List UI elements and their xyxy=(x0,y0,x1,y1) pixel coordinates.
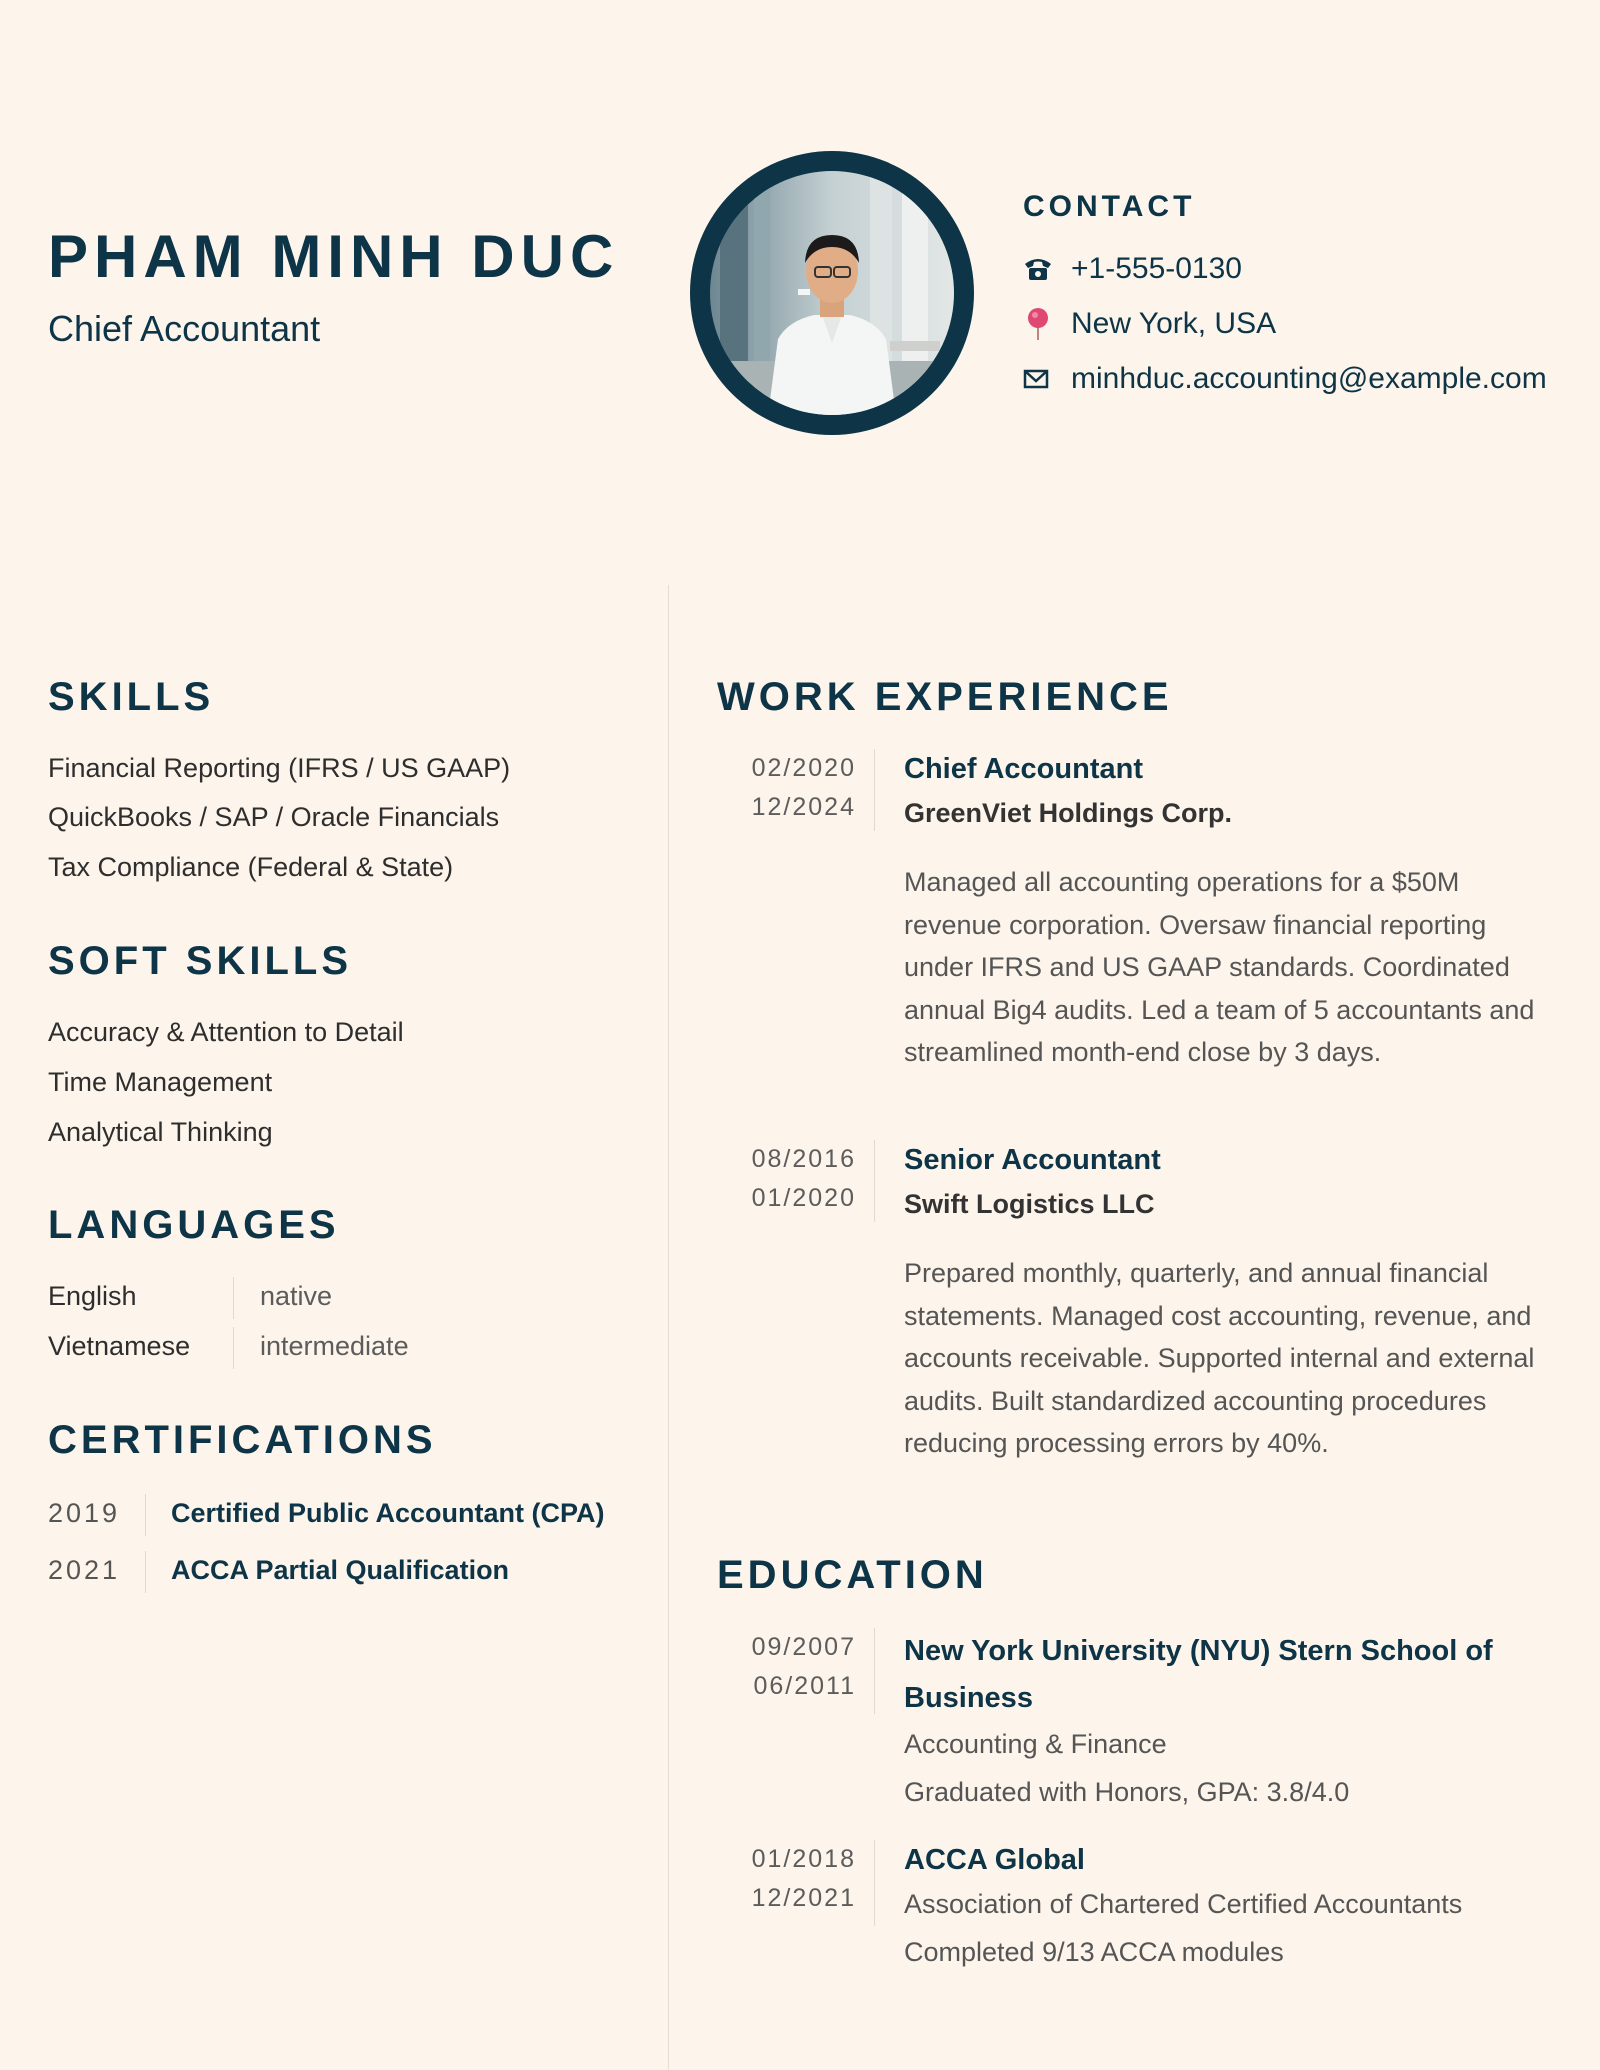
education-dates xyxy=(716,1840,856,1918)
job-description: Managed all accounting operations for a $50M revenue corporation. Oversaw financial reporting under IFRS and US GAAP standards. Coordinated annual Big4 audits. Led a team of 5 accountants and streamlined month-end close by 3 days. xyxy=(904,867,1535,1067)
education-dates xyxy=(716,1628,856,1706)
date-separator xyxy=(874,749,875,831)
end-date: 12/2024 xyxy=(751,793,856,821)
education-note: Graduated with Honors, GPA: 3.8/4.0 xyxy=(904,1777,1350,1807)
soft-skill-item: Accuracy & Attention to Detail xyxy=(48,1017,404,1047)
end-date: 12/2021 xyxy=(751,1884,856,1912)
skill-item: QuickBooks / SAP / Oracle Financials xyxy=(48,802,500,832)
email-text[interactable]: minhduc.accounting@example.com xyxy=(1071,362,1547,395)
profile-photo-image xyxy=(710,171,954,415)
certification-year: 2021 xyxy=(48,1555,121,1585)
certification-name: Certified Public Accountant (CPA) xyxy=(171,1498,605,1528)
skills-heading: SKILLS xyxy=(48,675,215,719)
phone-icon xyxy=(1023,256,1059,282)
certification-separator xyxy=(145,1551,146,1593)
company-name: GreenViet Holdings Corp. xyxy=(904,798,1233,828)
language-separator xyxy=(233,1277,234,1319)
contact-heading: CONTACT xyxy=(1023,190,1196,223)
soft-skills-heading: SOFT SKILLS xyxy=(48,939,352,983)
company-name: Swift Logistics LLC xyxy=(904,1189,1155,1219)
certifications-heading: CERTIFICATIONS xyxy=(48,1418,437,1462)
start-date: 09/2007 xyxy=(751,1633,856,1661)
soft-skill-item: Time Management xyxy=(48,1067,273,1097)
program-name: Association of Chartered Certified Accountants xyxy=(904,1889,1463,1919)
language-row xyxy=(48,1277,548,1317)
job-role: Senior Accountant xyxy=(904,1144,1161,1176)
language-row xyxy=(48,1327,548,1367)
language-name: English xyxy=(48,1281,137,1311)
certification-row xyxy=(48,1551,648,1591)
work-dates xyxy=(716,749,856,827)
phone-text[interactable]: +1-555-0130 xyxy=(1071,252,1242,285)
work-experience-heading: WORK EXPERIENCE xyxy=(717,675,1173,719)
skill-item: Tax Compliance (Federal & State) xyxy=(48,852,454,882)
education-heading: EDUCATION xyxy=(717,1553,988,1597)
date-separator xyxy=(874,1628,875,1714)
job-role: Chief Accountant xyxy=(904,753,1143,785)
column-divider xyxy=(668,585,669,2070)
contact-location xyxy=(1023,304,1276,344)
language-name: Vietnamese xyxy=(48,1331,191,1361)
candidate-name: PHAM MINH DUC xyxy=(48,223,620,290)
program-name: Accounting & Finance xyxy=(904,1729,1167,1759)
start-date: 02/2020 xyxy=(751,754,856,782)
location-text: New York, USA xyxy=(1071,307,1277,340)
candidate-title: Chief Accountant xyxy=(48,308,321,349)
date-separator xyxy=(874,1840,875,1926)
email-icon xyxy=(1023,368,1059,390)
job-description: Prepared monthly, quarterly, and annual financial statements. Managed cost accounting, revenue, and accounts receivable. Supported internal and external audits. Built standardized accounting procedures reducing processing errors by 40%. xyxy=(904,1258,1535,1458)
language-separator xyxy=(233,1327,234,1369)
date-separator xyxy=(874,1140,875,1222)
language-level: native xyxy=(260,1281,333,1311)
skill-item: Financial Reporting (IFRS / US GAAP) xyxy=(48,753,511,783)
languages-heading: LANGUAGES xyxy=(48,1203,340,1247)
certification-year: 2019 xyxy=(48,1498,121,1528)
school-name: New York University (NYU) Stern School of Business xyxy=(904,1635,1493,1714)
language-level: intermediate xyxy=(260,1331,409,1361)
profile-photo xyxy=(690,151,974,435)
soft-skill-item: Analytical Thinking xyxy=(48,1117,273,1147)
certification-name: ACCA Partial Qualification xyxy=(171,1555,510,1585)
education-note: Completed 9/13 ACCA modules xyxy=(904,1937,1284,1967)
certification-row xyxy=(48,1494,648,1534)
contact-email xyxy=(1023,359,1547,399)
start-date: 08/2016 xyxy=(751,1145,856,1173)
school-name: ACCA Global xyxy=(904,1844,1085,1876)
start-date: 01/2018 xyxy=(751,1845,856,1873)
certification-separator xyxy=(145,1494,146,1536)
contact-phone xyxy=(1023,249,1242,289)
location-pin-icon xyxy=(1023,307,1059,341)
end-date: 01/2020 xyxy=(751,1184,856,1212)
end-date: 06/2011 xyxy=(753,1672,856,1700)
work-dates xyxy=(716,1140,856,1218)
